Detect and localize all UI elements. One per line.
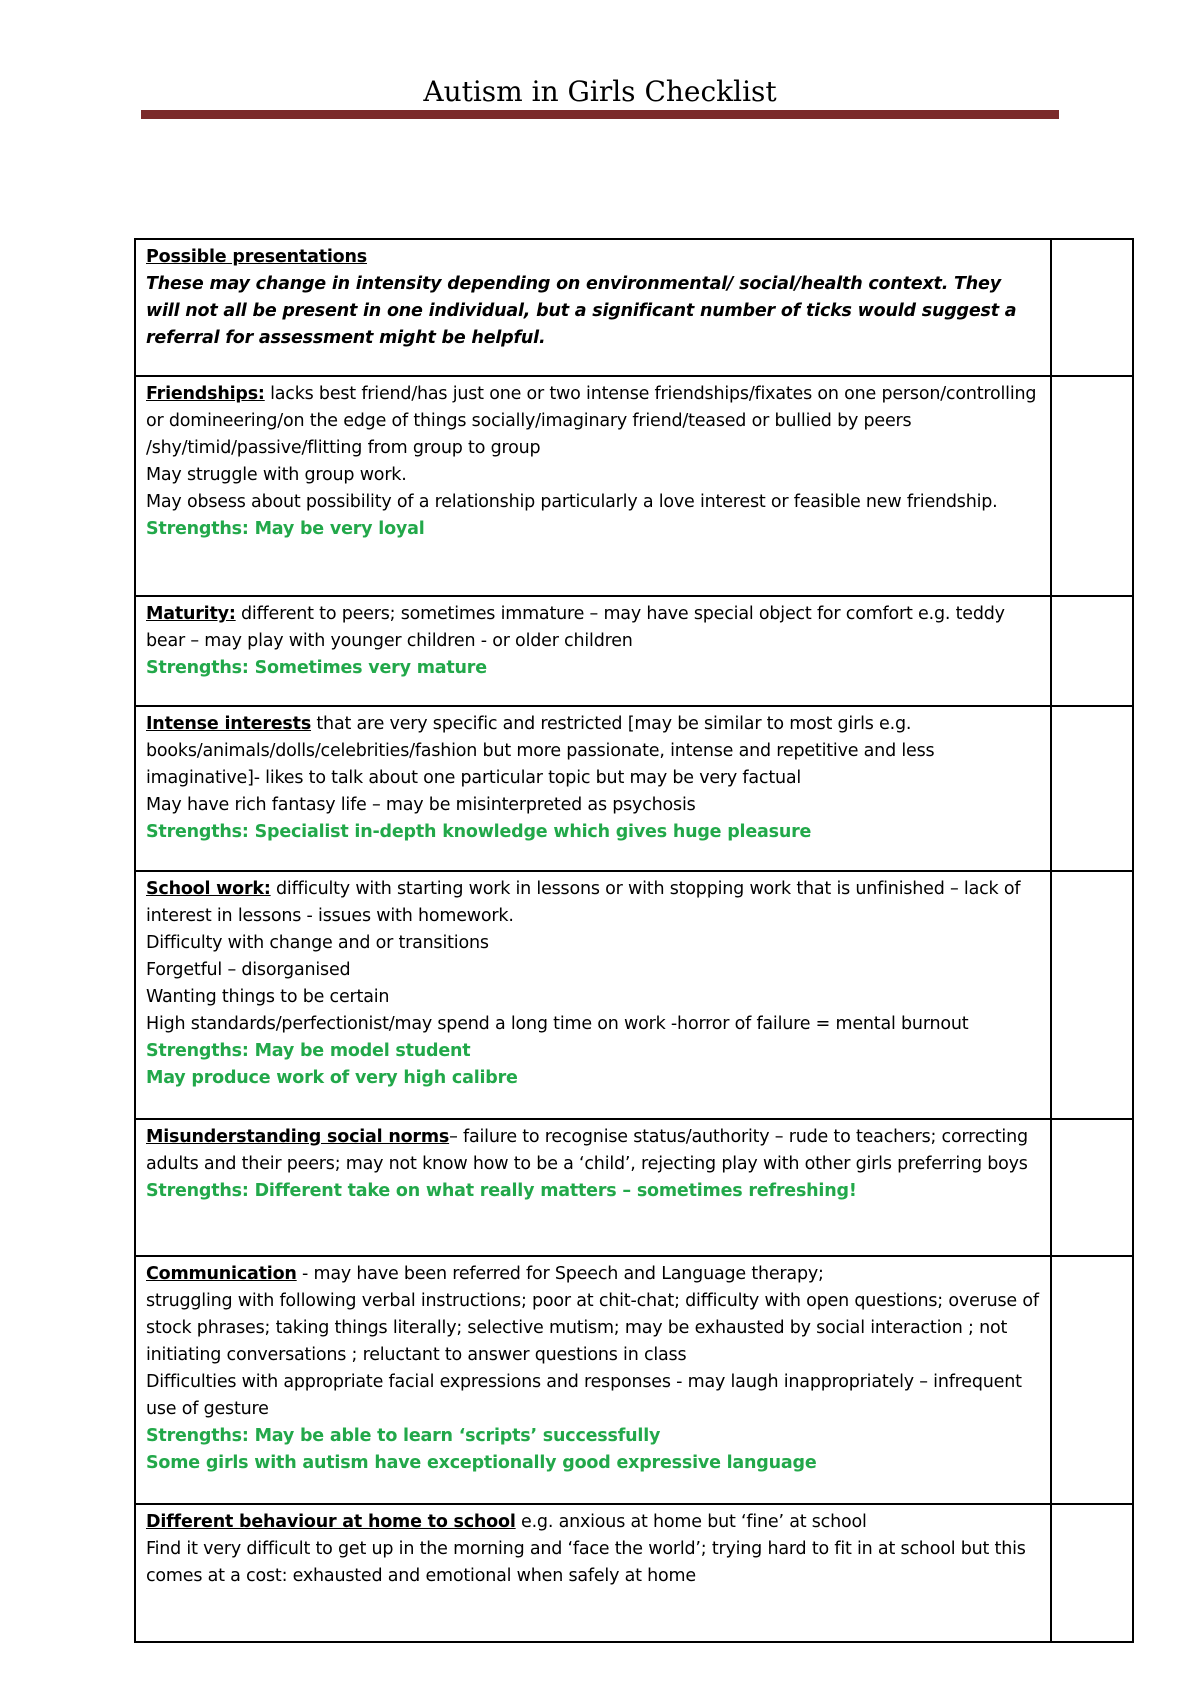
- checklist-row: [135, 1504, 1133, 1642]
- item-line: May obsess about possibility of a relationship particularly a love interest or feasible new friendship.: [146, 492, 998, 512]
- item-cell: [135, 596, 1051, 706]
- strength-text: Strengths: Different take on what really matters – sometimes refreshing!: [146, 1181, 857, 1201]
- item-line: High standards/perfectionist/may spend a long time on work -horror of failure = mental burnout: [146, 1014, 969, 1034]
- item-heading: Maturity:: [146, 604, 236, 624]
- strength-text: Strengths: May be able to learn ‘scripts’ successfully: [146, 1426, 661, 1446]
- item-heading: Friendships:: [146, 384, 265, 404]
- tick-box[interactable]: [1051, 376, 1133, 596]
- item-line: Find it very difficult to get up in the morning and ‘face the world’; trying hard to fit in at school but this comes at a cost: exhausted and emotional when safely at home: [146, 1539, 1026, 1586]
- strength-text: May produce work of very high calibre: [146, 1068, 518, 1088]
- item-line: Wanting things to be certain: [146, 987, 390, 1007]
- item-lead: different to peers; sometimes immature – may have special object for comfort e.g. teddy bear – may play with younger children - or older children: [146, 604, 1005, 651]
- item-heading: Intense interests: [146, 714, 312, 734]
- page-title: Autism in Girls Checklist: [423, 75, 777, 108]
- intro-text: These may change in intensity depending on environmental/ social/health context. They will not all be present in one individual, but a significant number of ticks would suggest a referral for assessment might be helpful.: [146, 274, 1017, 348]
- intro-heading: Possible presentations: [146, 247, 367, 267]
- item-line: struggling with following verbal instructions; poor at chit-chat; difficulty with open questions; overuse of stock phrases; taking things literally; selective mutism; may be exhausted by social interaction ; not initiating conversations ; reluctant to answer questions in class: [146, 1291, 1039, 1365]
- strength-text: Some girls with autism have exceptionally good expressive language: [146, 1453, 817, 1473]
- strength-text: Strengths: Sometimes very mature: [146, 658, 487, 678]
- item-cell: [135, 1119, 1051, 1256]
- item-cell: [135, 376, 1051, 596]
- item-cell: [135, 1504, 1051, 1642]
- tick-box[interactable]: [1051, 596, 1133, 706]
- item-lead: – failure to recognise status/authority – rude to teachers; correcting adults and their peers; may not know how to be a ‘child’, rejecting play with other girls preferring boys: [146, 1127, 1028, 1174]
- tick-box[interactable]: [1051, 1256, 1133, 1504]
- item-lead: - may have been referred for Speech and Language therapy;: [296, 1264, 824, 1284]
- item-lead: difficulty with starting work in lessons or with stopping work that is unfinished – lack of interest in lessons - issues with homework.: [146, 879, 1021, 926]
- intro-cell: [135, 239, 1051, 376]
- checklist-row: [135, 1256, 1133, 1504]
- item-line: Forgetful – disorganised: [146, 960, 351, 980]
- strength-text: Strengths: May be model student: [146, 1041, 471, 1061]
- item-line: May struggle with group work.: [146, 465, 407, 485]
- checklist-row: [135, 1119, 1133, 1256]
- tick-box[interactable]: [1051, 1119, 1133, 1256]
- item-lead: lacks best friend/has just one or two intense friendships/fixates on one person/controlling or domineering/on the edge of things socially/imaginary friend/teased or bullied by peers /shy/timid/passive/flitting from group to group: [146, 384, 1037, 458]
- item-cell: [135, 871, 1051, 1119]
- item-cell: [135, 1256, 1051, 1504]
- tick-box[interactable]: [1051, 239, 1133, 376]
- checklist-row: [135, 871, 1133, 1119]
- item-heading: School work:: [146, 879, 271, 899]
- title-rule: [141, 110, 1059, 119]
- item-heading: Communication: [146, 1264, 297, 1284]
- item-cell: [135, 706, 1051, 871]
- checklist-table: [134, 238, 1134, 1643]
- strength-text: Strengths: Specialist in-depth knowledge which gives huge pleasure: [146, 822, 812, 842]
- tick-box[interactable]: [1051, 706, 1133, 871]
- strength-text: Strengths: May be very loyal: [146, 519, 425, 539]
- item-lead: e.g. anxious at home but ‘fine’ at school: [515, 1512, 867, 1532]
- tick-box[interactable]: [1051, 1504, 1133, 1642]
- item-heading: Misunderstanding social norms: [146, 1127, 450, 1147]
- checklist-row: [135, 596, 1133, 706]
- item-line: Difficulty with change and or transitions: [146, 933, 489, 953]
- item-lead: that are very specific and restricted [may be similar to most girls e.g. books/animals/dolls/celebrities/fashion but more passionate, intense and repetitive and less imaginative]- likes to talk about one particular topic but may be very factual: [146, 714, 935, 788]
- item-heading: Different behaviour at home to school: [146, 1512, 516, 1532]
- checklist-row: [135, 706, 1133, 871]
- item-line: May have rich fantasy life – may be misinterpreted as psychosis: [146, 795, 696, 815]
- item-line: Difficulties with appropriate facial expressions and responses - may laugh inappropriately – infrequent use of gesture: [146, 1372, 1022, 1419]
- intro-row: [135, 239, 1133, 376]
- tick-box[interactable]: [1051, 871, 1133, 1119]
- checklist-row: [135, 376, 1133, 596]
